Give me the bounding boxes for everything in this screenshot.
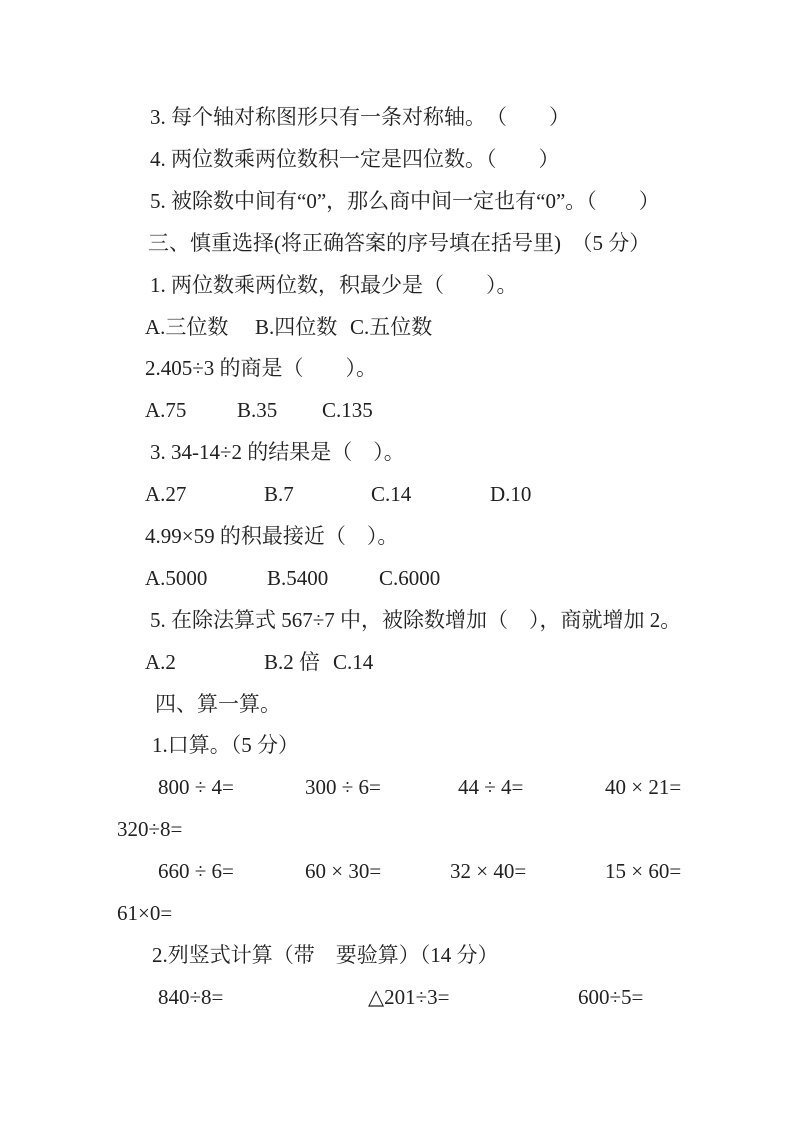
judge-item-3-text: 3. 每个轴对称图形只有一条对称轴。 （ ） bbox=[150, 105, 570, 129]
oral-expression: 660 ÷ 6= bbox=[158, 859, 234, 883]
judge-item-4 bbox=[0, 145, 793, 175]
oral-calc-row-1-wrap bbox=[0, 815, 793, 845]
oral-expression: 800 ÷ 4= bbox=[158, 775, 234, 799]
oral-calc-row-2 bbox=[0, 857, 793, 887]
judge-item-5-text: 5. 被除数中间有“0”，那么商中间一定也有“0”。（ ） bbox=[150, 189, 660, 213]
judge-item-4-text: 4. 两位数乘两位数积一定是四位数。（ ） bbox=[150, 147, 560, 171]
section-3-heading bbox=[0, 229, 793, 259]
oral-expression: 40 × 21= bbox=[605, 775, 682, 799]
choice-q5-stem bbox=[0, 606, 793, 636]
option-c: C.五位数 bbox=[350, 315, 433, 339]
choice-q5-stem-text: 5. 在除法算式 567÷7 中，被除数增加（ ），商就增加 2。 bbox=[150, 608, 682, 632]
option-a: A.三位数 bbox=[145, 315, 229, 339]
option-a: A.2 bbox=[145, 650, 176, 674]
choice-q4-stem-text: 4.99×59 的积最接近（ ）。 bbox=[145, 524, 399, 548]
vertical-expression: 840÷8= bbox=[158, 985, 224, 1009]
vertical-calc-title bbox=[0, 941, 793, 971]
oral-calc-title bbox=[0, 731, 793, 761]
vertical-expression: △201÷3= bbox=[368, 985, 450, 1009]
choice-q1-options bbox=[0, 313, 793, 343]
choice-q4-options bbox=[0, 564, 793, 594]
oral-expression: 300 ÷ 6= bbox=[305, 775, 381, 799]
choice-q1-stem bbox=[0, 271, 793, 301]
section-3-heading-text: 三、慎重选择(将正确答案的序号填在括号里) （5 分） bbox=[148, 231, 651, 255]
oral-calc-title-text: 1.口算。（5 分） bbox=[152, 733, 299, 757]
option-a: A.75 bbox=[145, 398, 187, 422]
option-b: B.四位数 bbox=[255, 315, 338, 339]
section-4-heading-text: 四、算一算。 bbox=[155, 692, 281, 716]
option-c: C.135 bbox=[322, 398, 373, 422]
oral-expression: 60 × 30= bbox=[305, 859, 382, 883]
choice-q4-stem bbox=[0, 522, 793, 552]
choice-q3-stem-text: 3. 34-14÷2 的结果是（ ）。 bbox=[150, 440, 405, 464]
vertical-calc-row bbox=[0, 983, 793, 1013]
option-c: C.14 bbox=[371, 482, 412, 506]
oral-expression: 44 ÷ 4= bbox=[458, 775, 524, 799]
option-c: C.6000 bbox=[379, 566, 441, 590]
option-a: A.5000 bbox=[145, 566, 208, 590]
oral-expression: 32 × 40= bbox=[450, 859, 527, 883]
choice-q2-stem bbox=[0, 354, 793, 384]
oral-expression: 320÷8= bbox=[117, 817, 183, 841]
oral-calc-row-1 bbox=[0, 773, 793, 803]
option-a: A.27 bbox=[145, 482, 187, 506]
choice-q3-stem bbox=[0, 438, 793, 468]
section-4-heading bbox=[0, 690, 793, 720]
oral-expression: 61×0= bbox=[117, 901, 173, 925]
option-b: B.35 bbox=[237, 398, 278, 422]
option-b: B.5400 bbox=[267, 566, 329, 590]
vertical-calc-title-text: 2.列竖式计算（带 要验算）（14 分） bbox=[152, 943, 499, 967]
oral-expression: 15 × 60= bbox=[605, 859, 682, 883]
oral-calc-row-2-wrap bbox=[0, 899, 793, 929]
judge-item-3 bbox=[0, 103, 793, 133]
option-b: B.2 倍 bbox=[264, 650, 321, 674]
judge-item-5 bbox=[0, 187, 793, 217]
choice-q2-stem-text: 2.405÷3 的商是（ ）。 bbox=[145, 356, 378, 380]
choice-q1-stem-text: 1. 两位数乘两位数，积最少是（ ）。 bbox=[150, 273, 518, 297]
option-b: B.7 bbox=[264, 482, 294, 506]
option-c: C.14 bbox=[333, 650, 374, 674]
vertical-expression: 600÷5= bbox=[578, 985, 644, 1009]
choice-q2-options bbox=[0, 396, 793, 426]
option-d: D.10 bbox=[490, 482, 532, 506]
choice-q3-options bbox=[0, 480, 793, 510]
choice-q5-options bbox=[0, 648, 793, 678]
